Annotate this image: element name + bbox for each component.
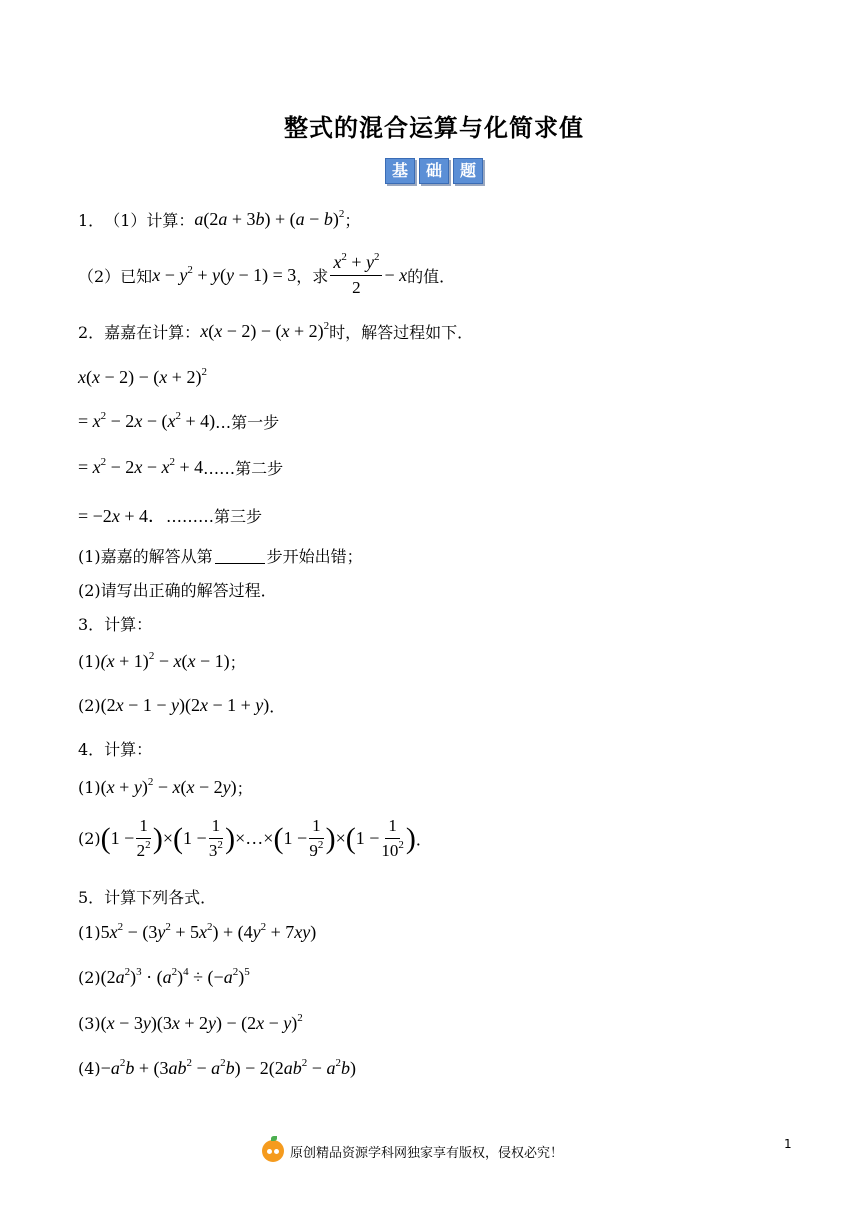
q5-part1: (1) $5x^2 - (3y^2 + 5x^2) + (4y^2 + 7xy)$ [78,921,317,942]
q2-work-line0: $x(x - 2) - (x + 2)^2$ [78,366,207,387]
q2-sub1: (1)嘉嘉的解答从第 步开始出错； [78,547,363,566]
copyright-text: 原创精品资源学科网独家享有版权，侵权必究！ [290,1145,564,1161]
q5-part4: (4) $-a^2b + (3ab^2 - a^2b) - 2(2ab^2 - a^2b)$ [78,1057,356,1078]
q4-part2: (2) ( 1 − $\frac{1}{2^2}$ ) × ( 1 − $\frac{1}{3^2}$ ) ×…× ( 1 − $\frac{1}{9^2}$ ) × ( 1 − $\frac{1}{10^2}$ ) ． [78,816,432,860]
q1-expr1: $a(2a + 3b) + (a - b)^2$ [194,208,345,229]
q2-work-step3: = −2x + 4． ………第三步 [78,506,262,526]
q3-part2: (2) (2x − 1 − y)(2x − 1 + y) ． [78,695,286,716]
q1-condition: $x - y^2 + y(y - 1) = 3$ [152,263,297,285]
q2-work-step1: = $x^2 - 2x - (x^2 + 4)$ …第一步 [78,410,280,432]
q1-part1: 1． （1）计算： $a(2a + 3b) + (a - b)^2$ ； [78,208,361,230]
badge-chu: 础 [419,158,449,184]
difficulty-badges [385,158,483,184]
q3-intro: 3．计算： [78,615,153,634]
badge-ti: 题 [453,158,483,184]
answer-blank[interactable] [215,547,265,564]
q4-intro: 4．计算： [78,740,153,759]
q1-part2: （2）已知 $x - y^2 + y(y - 1) = 3$ ，求 $\frac{x^2 + y^2}{2}$ − x 的值． [78,251,456,297]
page-title: 整式的混合运算与化简求值 [284,114,584,142]
q2-intro: 2．嘉嘉在计算： $x(x - 2) - (x + 2)^2$ 时，解答过程如下． [78,320,474,342]
q1-fraction: $\frac{x^2 + y^2}{2}$ [330,252,382,298]
q2-work-step2: = $x^2 - 2x - x^2 + 4$ ……第二步 [78,456,284,478]
q5-part2: (2) $(2a^2)^3 \cdot (a^2)^4 \div (-a^2)^5$ [78,966,250,987]
q2-expr: $x(x - 2) - (x + 2)^2$ [200,320,330,341]
q2-sub2: (2)请写出正确的解答过程． [78,581,277,600]
orange-logo-icon [262,1140,284,1162]
q3-part1: (1) $(x + 1)^2 - x(x - 1)$ ； [78,650,246,672]
footer [262,1140,563,1162]
q4-part1: (1) $(x + y)^2 - x(x - 2y)$ ； [78,776,253,798]
page-number: 1 [784,1137,792,1151]
q5-intro: 5．计算下列各式． [78,888,217,907]
badge-ji: 基 [385,158,415,184]
q5-part3: (3) $(x - 3y)(3x + 2y) - (2x - y)^2$ [78,1012,303,1033]
